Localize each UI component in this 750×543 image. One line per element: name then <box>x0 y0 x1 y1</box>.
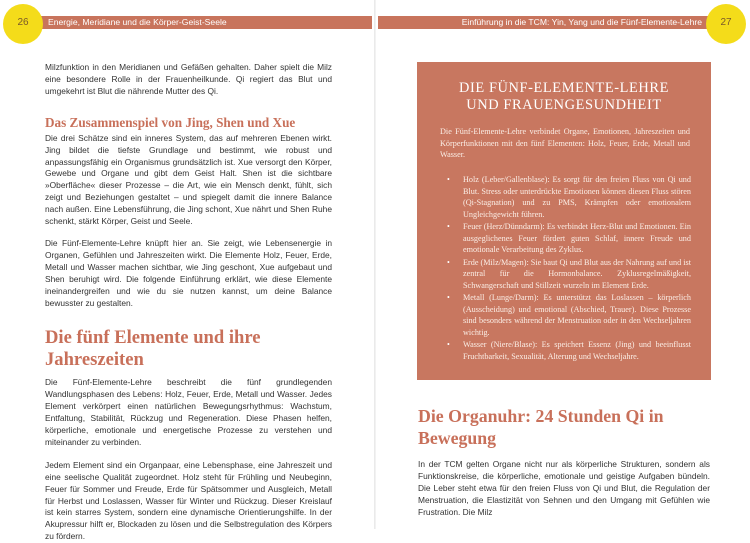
section-heading-elemente: Die fünf Elemente und ihre Jahreszeiten <box>45 327 261 371</box>
fuenf-elemente-paragraph: Die Fünf-Elemente-Lehre knüpft hier an. Sie zeigt, wie Lebensenergie in Organen, Gefühlen und Jahreszeiten wirkt. Die Elemente Holz, Feuer, Erde, Metall und Wasser machen sichtbar, wie Jing geschont, Xue aufgebaut und Shen beruhigt wird. Die folgende Einführung erklärt, wie diese Elemente ineinandergreifen und wie du sie nutzen kannst, um deine Balance bewusster zu gestalten. <box>45 237 332 308</box>
element-text: Metall (Lunge/Darm): Es unterstützt das Loslassen – körperlich (Ausscheidung) und emotional (Abschied, Trauer). Diese Prozesse sind besonders während der Menstruation oder in den Wechseljahren wichtig. <box>463 293 691 337</box>
left-page-number <box>3 4 43 44</box>
element-item-wasser <box>447 339 691 362</box>
five-elements-info-box <box>417 62 711 380</box>
right-running-header-text: Einführung in die TCM: Yin, Yang und die Fünf-Elemente-Lehre <box>461 17 702 27</box>
right-page-number <box>706 4 746 44</box>
right-page-number-text: 27 <box>720 17 732 28</box>
bullet-icon: • <box>447 222 450 231</box>
organpaar-paragraph: Jedem Element sind ein Organpaar, eine Lebensphase, eine Jahreszeit und eine seelische Qualität zugeordnet. Holz steht für Frühling und Neubeginn, Feuer für Sommer und Freude, Erde für Spätsommer und Ausgleich, Metall für Herbst und Loslassen, Wasser für Winter und Rückzug. Dieser Kreislauf ist kein starres System, sondern eine dynamische Orientierungshilfe. In der Akupressur hilft er, Blockaden zu lösen und die Selbstregulation des Körpers zu fördern. <box>45 459 332 542</box>
info-box-title <box>417 80 711 114</box>
intro-paragraph: Milzfunktion in den Meridianen und Gefäßen gehalten. Daher spielt die Milz eine besondere Rolle in der Frauenheilkunde. Qi regiert das Blut und umgekehrt ist Blut die nährende Mutter des Qi. <box>45 62 332 96</box>
info-box-title-line-2: UND FRAUENGESUNDHEIT <box>466 97 662 113</box>
element-text: Wasser (Niere/Blase): Es speichert Essenz (Jing) und beeinflusst Fruchtbarkeit, Sexualität, Alterung und Wechseljahre. <box>463 340 691 361</box>
right-page-column <box>418 405 710 519</box>
organuhr-paragraph: In der TCM gelten Organe nicht nur als körperliche Strukturen, sondern als Funktionskreise, die körperliche, emotionale und geistige Aufgaben bündeln. Die Leber steht etwa für den freien Fluss von Qi und Blut, die Regulation der Menstruation, die Elastizität von Sehnen und den Umgang mit Gefühlen wie Frustration. Die Milz <box>418 459 710 517</box>
left-page-number-text: 26 <box>17 17 29 28</box>
bullet-icon: • <box>447 257 450 267</box>
element-item-erde <box>447 257 691 292</box>
jing-paragraph: Die drei Schätze sind ein inneres System, das auf mehreren Ebenen wirkt. Jing bildet die tiefste Grundlage und bestimmt, wie robust und anpassungsfähig ein Organismus grundsätzlich ist. Xue versorgt den Körper, Gewebe und Organe und gibt dem Geist Halt. Shen ist die sichtbare »Oberfläche« dieser Prozesse – die Art, wie ein Mensch denkt, fühlt, sich zeigt und Beziehungen gestaltet – und spiegelt damit die innere Balance nach außen. Eine Lebensführung, die Jing schont, Xue nährt und Shen Ruhe schenkt, stärkt Körper, Geist und Seele. <box>45 132 332 227</box>
left-running-header-text: Energie, Meridiane und die Körper-Geist-Seele <box>48 17 227 27</box>
element-text: Holz (Leber/Gallenblase): Es sorgt für den freien Fluss von Qi und Blut. Stress oder unterdrückte Emotionen können diesen Fluss stören (Qi-Stagnation) und zu PMS, Krämpfen oder emotionalem Ungleichgewicht führen. <box>463 175 691 219</box>
element-text: Erde (Milz/Magen): Sie baut Qi und Blut aus der Nahrung auf und ist zentral für die Hormonbalance. Zyklusregelmäßigkeit, Schwangerschaft und Stillzeit wurzeln im Element Erde. <box>463 257 691 290</box>
info-box-title-line-1: DIE FÜNF-ELEMENTE-LEHRE <box>458 80 670 96</box>
bullet-icon: • <box>447 293 450 302</box>
left-running-header <box>20 16 372 29</box>
bullet-icon: • <box>447 340 450 349</box>
wandlungsphasen-paragraph: Die Fünf-Elemente-Lehre beschreibt die fünf grundlegenden Wandlungsphasen des Lebens: Holz, Feuer, Erde, Metall und Wasser. Jedes Element verkörpert einen natürlichen Bewegungsrhythmus: Wachstum, Entfaltung, Stabilität, Rückzug und Regeneration. Diese Phasen helfen, körperliche, emotionale und energetische Prozesse zu verstehen und miteinander zu verbinden. <box>45 377 332 447</box>
element-item-metall <box>447 292 691 338</box>
element-list <box>447 174 691 363</box>
element-item-holz <box>447 174 691 220</box>
left-page-column <box>45 62 332 543</box>
page-gutter <box>374 0 376 529</box>
info-box-intro: Die Fünf-Elemente-Lehre verbindet Organe, Emotionen, Jahreszeiten und Körperfunktionen mit den fünf Elementen: Holz, Feuer, Erde, Metall und Wasser. <box>440 127 690 159</box>
bullet-icon: • <box>447 175 450 184</box>
subheading-jing-shen-xue: Das Zusammenspiel von Jing, Shen und Xue <box>45 114 296 130</box>
element-text: Feuer (Herz/Dünndarm): Es verbindet Herz-Blut und Emotionen. Ein ausgeglichenes Feuer fördert guten Schlaf, innere Freude und emotionale Verarbeitung des Zyklus. <box>463 222 691 254</box>
section-heading-organuhr: Die Organuhr: 24 Stunden Qi in Bewegung <box>418 406 664 448</box>
right-running-header <box>378 16 730 29</box>
element-item-feuer <box>447 221 691 256</box>
